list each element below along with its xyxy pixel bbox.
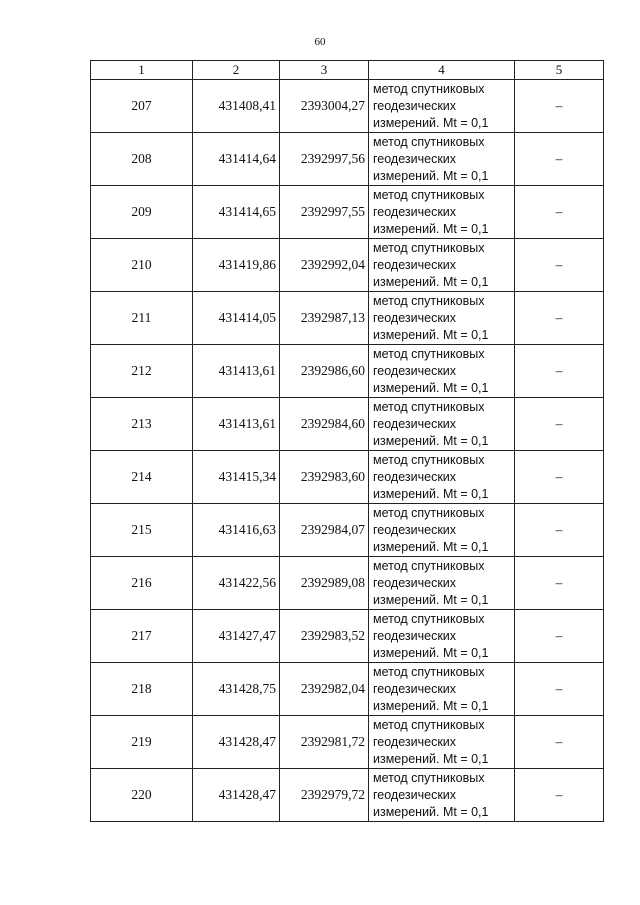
header-col-3: 3 bbox=[280, 61, 369, 80]
method-line: метод спутниковых bbox=[373, 505, 485, 520]
note-cell: – bbox=[515, 345, 604, 398]
x-coordinate-cell: 431414,05 bbox=[193, 292, 280, 345]
x-coordinate-cell: 431428,75 bbox=[193, 663, 280, 716]
method-line: измерений. Mt = 0,1 bbox=[373, 327, 489, 342]
table-body bbox=[91, 80, 604, 822]
method-line: геодезических bbox=[373, 98, 457, 113]
method-line: геодезических bbox=[373, 787, 457, 802]
method-line: измерений. Mt = 0,1 bbox=[373, 221, 489, 236]
point-number-cell: 209 bbox=[91, 186, 193, 239]
method-line: измерений. Mt = 0,1 bbox=[373, 433, 489, 448]
method-cell bbox=[369, 239, 515, 292]
y-coordinate-cell: 2392987,13 bbox=[280, 292, 369, 345]
point-number-cell: 213 bbox=[91, 398, 193, 451]
point-number-cell: 207 bbox=[91, 80, 193, 133]
x-coordinate-cell: 431414,64 bbox=[193, 133, 280, 186]
method-line: геодезических bbox=[373, 151, 457, 166]
method-line: метод спутниковых bbox=[373, 611, 485, 626]
note-cell: – bbox=[515, 80, 604, 133]
note-cell: – bbox=[515, 557, 604, 610]
x-coordinate-cell: 431413,61 bbox=[193, 345, 280, 398]
table-row bbox=[91, 557, 604, 610]
note-cell: – bbox=[515, 292, 604, 345]
table-row bbox=[91, 292, 604, 345]
table-row bbox=[91, 716, 604, 769]
table-row bbox=[91, 769, 604, 822]
x-coordinate-cell: 431416,63 bbox=[193, 504, 280, 557]
x-coordinate-cell: 431427,47 bbox=[193, 610, 280, 663]
method-line: метод спутниковых bbox=[373, 558, 485, 573]
method-line: геодезических bbox=[373, 575, 457, 590]
method-cell bbox=[369, 186, 515, 239]
x-coordinate-cell: 431428,47 bbox=[193, 769, 280, 822]
method-line: метод спутниковых bbox=[373, 452, 485, 467]
table-row bbox=[91, 451, 604, 504]
point-number-cell: 217 bbox=[91, 610, 193, 663]
method-line: метод спутниковых bbox=[373, 240, 485, 255]
method-line: измерений. Mt = 0,1 bbox=[373, 698, 489, 713]
method-cell bbox=[369, 292, 515, 345]
y-coordinate-cell: 2392997,55 bbox=[280, 186, 369, 239]
method-cell bbox=[369, 769, 515, 822]
point-number-cell: 218 bbox=[91, 663, 193, 716]
method-line: измерений. Mt = 0,1 bbox=[373, 751, 489, 766]
method-line: геодезических bbox=[373, 257, 457, 272]
y-coordinate-cell: 2392983,60 bbox=[280, 451, 369, 504]
y-coordinate-cell: 2392997,56 bbox=[280, 133, 369, 186]
method-line: геодезических bbox=[373, 416, 457, 431]
table-row bbox=[91, 239, 604, 292]
method-line: геодезических bbox=[373, 310, 457, 325]
header-col-2: 2 bbox=[193, 61, 280, 80]
method-line: метод спутниковых bbox=[373, 293, 485, 308]
method-line: метод спутниковых bbox=[373, 81, 485, 96]
header-col-5: 5 bbox=[515, 61, 604, 80]
x-coordinate-cell: 431414,65 bbox=[193, 186, 280, 239]
y-coordinate-cell: 2392982,04 bbox=[280, 663, 369, 716]
method-line: измерений. Mt = 0,1 bbox=[373, 380, 489, 395]
point-number-cell: 220 bbox=[91, 769, 193, 822]
y-coordinate-cell: 2392992,04 bbox=[280, 239, 369, 292]
method-line: измерений. Mt = 0,1 bbox=[373, 592, 489, 607]
table-row bbox=[91, 133, 604, 186]
x-coordinate-cell: 431415,34 bbox=[193, 451, 280, 504]
method-line: измерений. Mt = 0,1 bbox=[373, 804, 489, 819]
method-cell bbox=[369, 133, 515, 186]
table-row bbox=[91, 610, 604, 663]
note-cell: – bbox=[515, 239, 604, 292]
x-coordinate-cell: 431413,61 bbox=[193, 398, 280, 451]
table-row bbox=[91, 663, 604, 716]
method-cell bbox=[369, 398, 515, 451]
point-number-cell: 219 bbox=[91, 716, 193, 769]
method-line: измерений. Mt = 0,1 bbox=[373, 115, 489, 130]
note-cell: – bbox=[515, 769, 604, 822]
table-row bbox=[91, 345, 604, 398]
method-line: измерений. Mt = 0,1 bbox=[373, 645, 489, 660]
note-cell: – bbox=[515, 186, 604, 239]
y-coordinate-cell: 2392984,60 bbox=[280, 398, 369, 451]
method-line: геодезических bbox=[373, 522, 457, 537]
note-cell: – bbox=[515, 663, 604, 716]
coordinates-table bbox=[90, 60, 604, 822]
header-col-4: 4 bbox=[369, 61, 515, 80]
method-line: геодезических bbox=[373, 681, 457, 696]
note-cell: – bbox=[515, 398, 604, 451]
method-cell bbox=[369, 716, 515, 769]
method-line: метод спутниковых bbox=[373, 717, 485, 732]
point-number-cell: 216 bbox=[91, 557, 193, 610]
table-header bbox=[91, 61, 604, 80]
method-line: измерений. Mt = 0,1 bbox=[373, 539, 489, 554]
y-coordinate-cell: 2392979,72 bbox=[280, 769, 369, 822]
method-line: геодезических bbox=[373, 734, 457, 749]
point-number-cell: 211 bbox=[91, 292, 193, 345]
x-coordinate-cell: 431428,47 bbox=[193, 716, 280, 769]
method-cell bbox=[369, 557, 515, 610]
point-number-cell: 212 bbox=[91, 345, 193, 398]
page-number: 60 bbox=[314, 36, 326, 48]
table-row bbox=[91, 504, 604, 557]
y-coordinate-cell: 2392986,60 bbox=[280, 345, 369, 398]
table-row bbox=[91, 398, 604, 451]
method-line: метод спутниковых bbox=[373, 187, 485, 202]
header-row bbox=[91, 61, 604, 80]
method-line: геодезических bbox=[373, 363, 457, 378]
method-cell bbox=[369, 80, 515, 133]
method-cell bbox=[369, 345, 515, 398]
y-coordinate-cell: 2393004,27 bbox=[280, 80, 369, 133]
note-cell: – bbox=[515, 133, 604, 186]
x-coordinate-cell: 431422,56 bbox=[193, 557, 280, 610]
note-cell: – bbox=[515, 504, 604, 557]
point-number-cell: 208 bbox=[91, 133, 193, 186]
note-cell: – bbox=[515, 716, 604, 769]
point-number-cell: 215 bbox=[91, 504, 193, 557]
method-line: метод спутниковых bbox=[373, 399, 485, 414]
table-row bbox=[91, 80, 604, 133]
method-line: метод спутниковых bbox=[373, 664, 485, 679]
note-cell: – bbox=[515, 451, 604, 504]
method-line: измерений. Mt = 0,1 bbox=[373, 486, 489, 501]
y-coordinate-cell: 2392983,52 bbox=[280, 610, 369, 663]
method-cell bbox=[369, 663, 515, 716]
x-coordinate-cell: 431419,86 bbox=[193, 239, 280, 292]
note-cell: – bbox=[515, 610, 604, 663]
method-line: измерений. Mt = 0,1 bbox=[373, 168, 489, 183]
header-col-1: 1 bbox=[91, 61, 193, 80]
method-cell bbox=[369, 504, 515, 557]
method-line: геодезических bbox=[373, 469, 457, 484]
y-coordinate-cell: 2392989,08 bbox=[280, 557, 369, 610]
method-line: измерений. Mt = 0,1 bbox=[373, 274, 489, 289]
method-line: геодезических bbox=[373, 628, 457, 643]
point-number-cell: 210 bbox=[91, 239, 193, 292]
y-coordinate-cell: 2392984,07 bbox=[280, 504, 369, 557]
y-coordinate-cell: 2392981,72 bbox=[280, 716, 369, 769]
method-line: геодезических bbox=[373, 204, 457, 219]
method-line: метод спутниковых bbox=[373, 770, 485, 785]
method-line: метод спутниковых bbox=[373, 346, 485, 361]
method-line: метод спутниковых bbox=[373, 134, 485, 149]
method-cell bbox=[369, 451, 515, 504]
table-row bbox=[91, 186, 604, 239]
x-coordinate-cell: 431408,41 bbox=[193, 80, 280, 133]
point-number-cell: 214 bbox=[91, 451, 193, 504]
method-cell bbox=[369, 610, 515, 663]
